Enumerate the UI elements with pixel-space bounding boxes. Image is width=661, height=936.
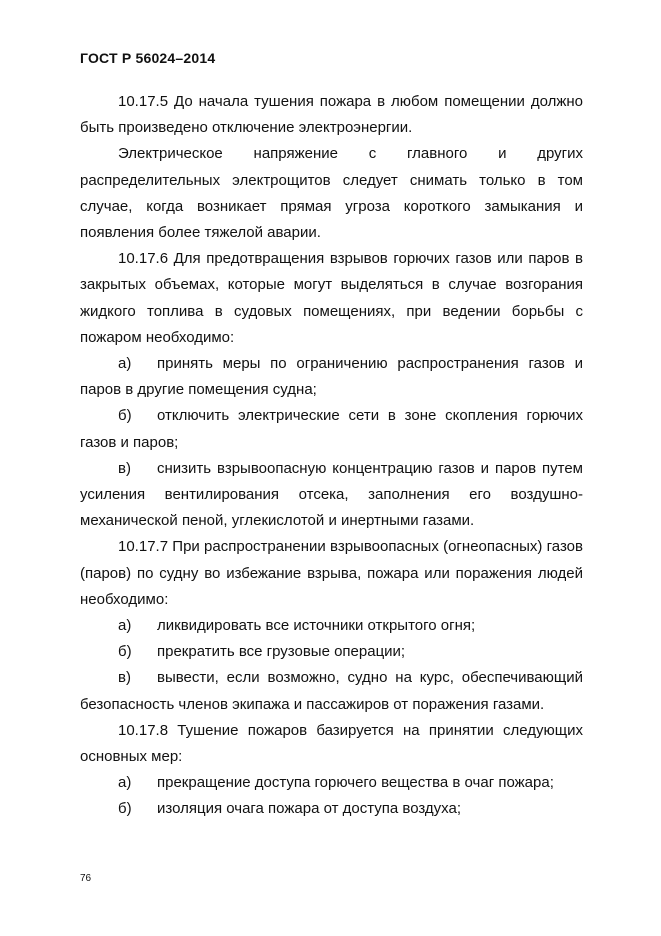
page-number: 76 <box>80 873 92 884</box>
paragraph-10-17-8: 10.17.8 Тушение пожаров базируется на принятии следующих основных мер: <box>80 721 583 766</box>
paragraph-10-17-6: 10.17.6 Для предотвращения взрывов горючих газов или паров в закрытых объемах, которые могут выделяться в случае возгорания жидкого топлива в судовых помещениях, при ведении борьбы с пожаром необходимо: <box>80 250 583 346</box>
document-header: ГОСТ Р 56024–2014 <box>80 50 216 66</box>
list-item <box>80 665 583 717</box>
paragraph-10-17-5: 10.17.5 До начала тушения пожара в любом помещении должно быть произведено отключение электроэнергии. <box>80 93 583 137</box>
list-item <box>80 351 583 403</box>
list-item-text: отключить электрические сети в зоне скопления горючих газов и паров; <box>80 407 583 451</box>
list-item <box>80 770 583 796</box>
list-item <box>80 796 583 822</box>
list-marker: а) <box>118 617 132 635</box>
list-item <box>80 639 583 665</box>
list-item <box>80 403 583 455</box>
paragraph-voltage: Электрическое напряжение с главного и других распределительных электрощитов следует снимать только в том случае, когда возникает прямая угроза короткого замыкания и появления более тяжелой аварии. <box>80 145 583 242</box>
document-body <box>80 89 583 823</box>
list-marker: б) <box>118 643 132 661</box>
list-item <box>80 456 583 535</box>
list-item-text: принять меры по ограничению распространения газов и паров в другие помещения судна; <box>80 355 583 399</box>
list-item-text: вывести, если возможно, судно на курс, обеспечивающий безопасность членов экипажа и пассажиров от поражения газами. <box>80 669 583 713</box>
list-item <box>80 613 583 639</box>
list-marker: б) <box>118 800 132 818</box>
list-marker: б) <box>118 407 132 425</box>
list-item-text: прекратить все грузовые операции; <box>157 643 406 661</box>
list-marker: а) <box>118 774 132 792</box>
list-item-text: снизить взрывоопасную концентрацию газов и паров путем усиления вентилирования отсека, заполнения его воздушно-механической пеной, углекислотой и инертными газами. <box>80 459 583 530</box>
list-marker: а) <box>118 355 132 373</box>
list-item-text: ликвидировать все источники открытого огня; <box>157 617 476 635</box>
list-item-text: прекращение доступа горючего вещества в очаг пожара; <box>157 774 554 792</box>
paragraph-10-17-7: 10.17.7 При распространении взрывоопасных (огнеопасных) газов (паров) по судну во избежание взрыва, пожара или поражения людей необходимо: <box>80 538 583 608</box>
list-marker: в) <box>118 459 131 477</box>
list-marker: в) <box>118 669 131 687</box>
list-item-text: изоляция очага пожара от доступа воздуха; <box>157 800 462 818</box>
